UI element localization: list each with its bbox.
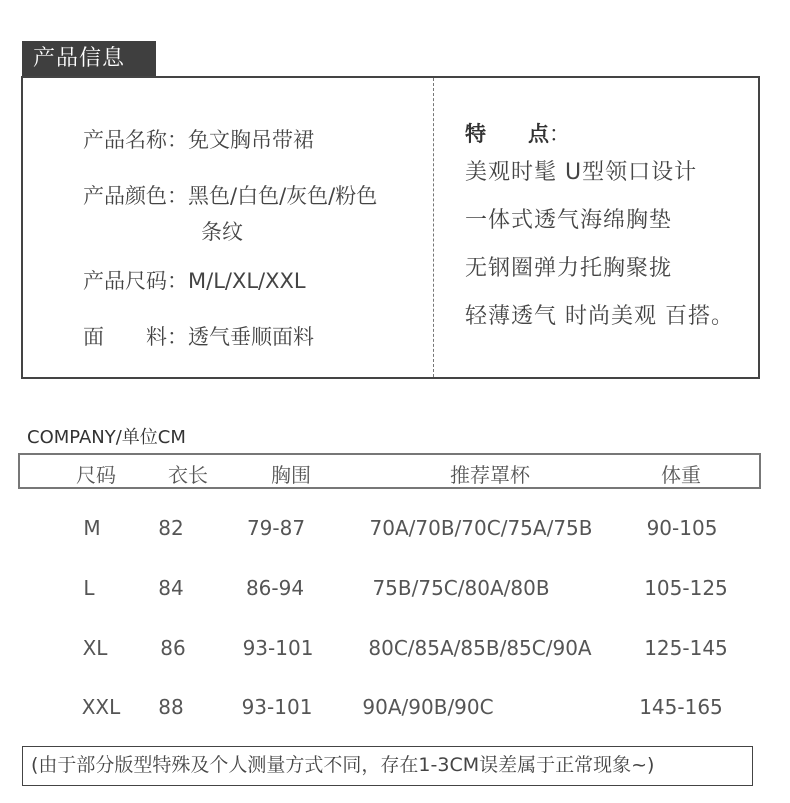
cell-bust: 93-101 (241, 695, 313, 719)
cell-length: 82 (158, 516, 184, 540)
cell-bust: 86-94 (245, 576, 305, 600)
cell-weight: 145-165 (639, 695, 723, 719)
dashed-divider (433, 78, 434, 377)
unit-label: COMPANY/单位CM (27, 427, 186, 448)
product-material: 面 料：透气垂顺面料 (83, 325, 314, 349)
cell-cup: 90A/90B/90C (362, 695, 494, 719)
header-cup: 推荐罩杯 (450, 463, 530, 487)
cell-weight: 125-145 (644, 636, 728, 660)
product-color-continued: 条纹 (201, 220, 243, 244)
feature-item: 轻薄透气 时尚美观 百搭。 (465, 304, 734, 329)
cell-cup: 70A/70B/70C/75A/75B (369, 516, 593, 540)
header-bust: 胸围 (271, 463, 311, 487)
header-weight: 体重 (661, 463, 701, 487)
cell-size: L (83, 576, 95, 600)
product-size: 产品尺码：M/L/XL/XXL (83, 269, 306, 293)
feature-item: 无钢圈弹力托胸聚拢 (465, 256, 673, 281)
feature-item: 美观时髦 U型领口设计 (465, 160, 698, 185)
footnote: (由于部分版型特殊及个人测量方式不同，存在1-3CM误差属于正常现象~) (22, 746, 753, 786)
cell-cup: 75B/75C/80A/80B (372, 576, 550, 600)
cell-length: 86 (160, 636, 186, 660)
cell-length: 88 (158, 695, 184, 719)
product-color: 产品颜色：黑色/白色/灰色/粉色 (83, 184, 378, 208)
section-title-tab: 产品信息 (22, 41, 156, 77)
product-name: 产品名称：免文胸吊带裙 (83, 128, 314, 152)
cell-cup: 80C/85A/85B/85C/90A (368, 636, 592, 660)
cell-bust: 79-87 (246, 516, 306, 540)
header-size: 尺码 (76, 463, 116, 487)
header-length: 衣长 (168, 463, 208, 487)
product-info-box (21, 76, 760, 379)
features-title (465, 118, 570, 148)
cell-bust: 93-101 (242, 636, 314, 660)
features-title-text: 特 点 (465, 122, 549, 146)
cell-size: XL (82, 636, 108, 660)
cell-size: M (83, 516, 101, 540)
features-title-colon: ： (549, 122, 570, 146)
cell-weight: 90-105 (646, 516, 718, 540)
cell-weight: 105-125 (644, 576, 728, 600)
size-table-header (18, 453, 761, 489)
cell-length: 84 (158, 576, 184, 600)
cell-size: XXL (81, 695, 121, 719)
feature-item: 一体式透气海绵胸垫 (465, 208, 673, 233)
